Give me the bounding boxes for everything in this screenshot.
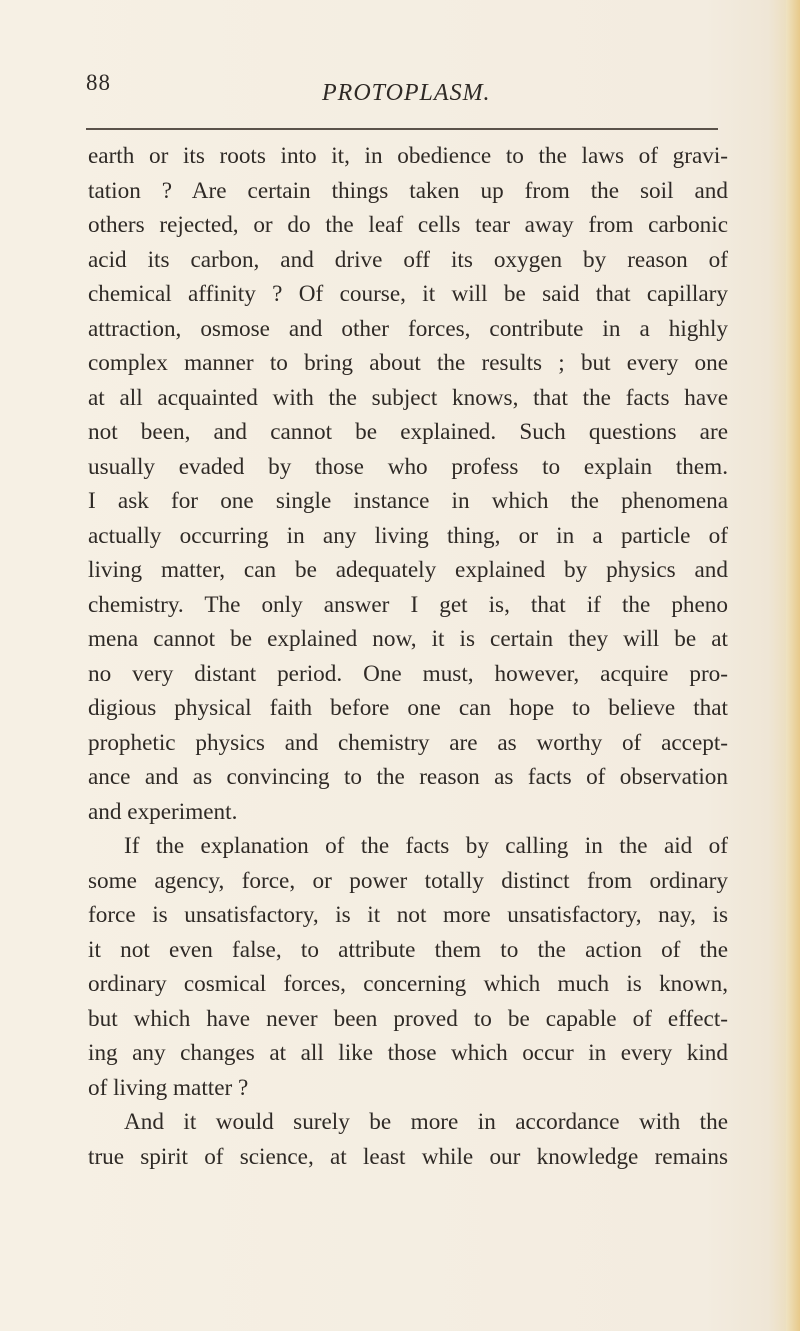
text-line: at all acquainted with the subject knows, that the facts have — [88, 384, 728, 411]
text-line: tation ? Are certain things taken up from the soil and — [88, 177, 728, 204]
text-line: chemistry. The only answer I get is, that if the pheno — [88, 591, 728, 618]
text-line: no very distant period. One must, however, acquire pro- — [88, 660, 728, 687]
text-line: If the explanation of the facts by calling in the aid of — [124, 833, 728, 859]
text-line: actually occurring in any living thing, or in a particle of — [88, 522, 728, 549]
page-edge — [786, 0, 800, 1331]
text-line: force is unsatisfactory, is it not more unsatisfactory, nay, is — [88, 902, 728, 928]
text-line: And it would surely be more in accordance with the — [124, 1109, 728, 1135]
page-number: 88 — [86, 70, 111, 95]
page-header — [86, 70, 726, 120]
text-line: I ask for one single instance in which the phenomena — [88, 488, 728, 514]
text-line: acid its carbon, and drive off its oxygen by reason of — [88, 246, 728, 273]
text-line: of living matter ? — [88, 1074, 249, 1101]
text-line: attraction, osmose and other forces, contribute in a highly — [88, 315, 728, 342]
text-line: mena cannot be explained now, it is certain they will be at — [88, 626, 728, 652]
text-line: ance and as convincing to the reason as facts of observation — [88, 764, 728, 790]
text-line: but which have never been proved to be capable of effect- — [88, 1005, 728, 1032]
text-line: and experiment. — [88, 798, 238, 825]
text-line: others rejected, or do the leaf cells tear away from carbonic — [88, 212, 728, 238]
body-text — [88, 139, 728, 1174]
text-line: true spirit of science, at least while our knowledge remains — [88, 1143, 728, 1170]
text-line: living matter, can be adequately explained by physics and — [88, 557, 728, 583]
running-head: PROTOPLASM. — [322, 80, 491, 106]
text-line: some agency, force, or power totally distinct from ordinary — [88, 867, 728, 894]
text-line: ordinary cosmical forces, concerning which much is known, — [88, 971, 728, 997]
text-line: prophetic physics and chemistry are as worthy of accept- — [88, 729, 728, 756]
text-line: complex manner to bring about the results ; but every one — [88, 350, 728, 376]
text-line: usually evaded by those who profess to explain them. — [88, 453, 728, 480]
text-line: earth or its roots into it, in obedience to the laws of gravi- — [88, 143, 728, 169]
text-line: chemical affinity ? Of course, it will be said that capillary — [88, 281, 728, 307]
header-rule — [86, 128, 718, 130]
text-line: ing any changes at all like those which occur in every kind — [88, 1040, 728, 1066]
text-line: it not even false, to attribute them to the action of the — [88, 936, 728, 963]
text-line: not been, and cannot be explained. Such questions are — [88, 419, 728, 445]
text-line: digious physical faith before one can hope to believe that — [88, 695, 728, 721]
